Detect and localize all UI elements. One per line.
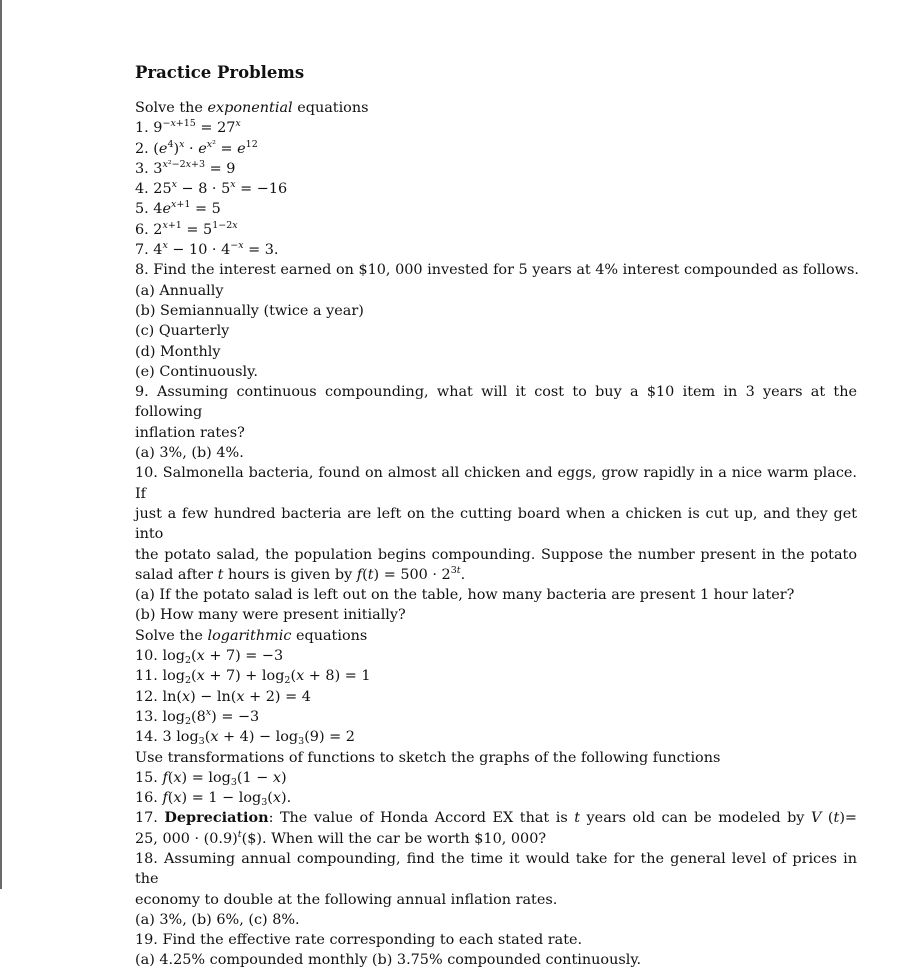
- section-heading-transformations: Use transformations of functions to sketch the graphs of the following functions: [135, 749, 721, 766]
- problem-10-line-3: the potato salad, the population begins compounding. Suppose the number present in the potato: [135, 546, 857, 563]
- page-title: Practice Problems: [135, 63, 305, 82]
- problem-8c: (c) Quarterly: [135, 323, 230, 340]
- problem-14: 14. 3 $\log_3(x + 4) - \log_3(9) = 2$: [135, 729, 355, 748]
- problem-10-log: 10. $\log_2(x + 7) = -3$: [135, 648, 284, 667]
- problem-9-line-2: inflation rates?: [135, 424, 245, 441]
- document-page: [135, 62, 857, 971]
- problem-17-line-2: 25, $000 \cdot (0.9)^t(\$)$. When will the car be worth $10, 000?: [135, 828, 547, 847]
- problem-10-line-2: just a few hundred bacteria are left on the cutting board when a chicken is cut up, and they get into: [135, 505, 857, 543]
- left-border: [0, 0, 2, 889]
- problem-10b: (b) How many were present initially?: [135, 607, 406, 624]
- problem-17-line-1: 17. Depreciation: The value of Honda Accord EX that is t years old can be modeled by V (t)=: [135, 809, 857, 827]
- problem-10-line-4: salad after t hours is given by $f(t) = 500 \cdot 2^{3t}$.: [135, 564, 466, 583]
- problem-13: 13. $\log_2(8^x) = -3$: [135, 706, 260, 727]
- problem-11: 11. $\log_2(x + 7) + \log_2(x + 8) = 1$: [135, 668, 371, 687]
- problem-3: 3. $3^{x^2-2x+3} = 9$: [135, 158, 236, 177]
- section-heading-exponential: Solve the exponential equations: [135, 100, 369, 116]
- problem-8a: (a) Annually: [135, 282, 224, 299]
- problem-9-line-1: 9. Assuming continuous compounding, what will it cost to buy a $10 item in 3 years at the following: [135, 384, 857, 421]
- problem-4: 4. $25^x - 8 \cdot 5^x = -16$: [135, 179, 288, 198]
- problem-8e: (e) Continuously.: [135, 363, 258, 380]
- problem-10a: (a) If the potato salad is left out on the table, how many bacteria are present 1 hour later?: [135, 587, 795, 604]
- problem-2: 2. $(e^4)^x \cdot e^{x^2} = e^{12}$: [135, 138, 258, 157]
- problem-19: 19. Find the effective rate corresponding to each stated rate.: [135, 932, 583, 949]
- problem-6: 6. $2^{x+1} = 5^{1-2x}$: [135, 219, 238, 238]
- problem-10-line-1: 10. Salmonella bacteria, found on almost all chicken and eggs, grow rapidly in a nice warm place. If: [135, 465, 857, 502]
- problem-8d: (d) Monthly: [135, 343, 221, 360]
- problem-18-parts: (a) 3%, (b) 6%, (c) 8%.: [135, 911, 300, 928]
- problem-9-parts: (a) 3%, (b) 4%.: [135, 445, 244, 462]
- problem-1: 1. $9^{-x+15} = 27^x$: [135, 118, 241, 137]
- problem-18-line-1: 18. Assuming annual compounding, find the time it would take for the general level of prices in the: [135, 850, 857, 888]
- problem-15: 15. $f(x) = \log_3(1 - x)$: [135, 769, 287, 788]
- problem-19-parts: (a) 4.25% compounded monthly (b) 3.75% compounded continuously.: [135, 952, 642, 969]
- problem-5: 5. $4e^{x+1} = 5$: [135, 199, 221, 218]
- problem-12: 12. ln(x) − ln(x + 2) = 4: [135, 688, 311, 705]
- problem-16: 16. $f(x) = 1 - \log_3(x)$.: [135, 790, 292, 809]
- problem-7: 7. $4^x - 10 \cdot 4^{-x} = 3$.: [135, 240, 279, 259]
- problem-18-line-2: economy to double at the following annual inflation rates.: [135, 891, 558, 908]
- section-heading-logarithmic: Solve the logarithmic equations: [135, 627, 368, 644]
- problem-8: 8. Find the interest earned on $10, 000 invested for 5 years at 4% interest compounded as follows.: [135, 262, 859, 279]
- problem-8b: (b) Semiannually (twice a year): [135, 302, 364, 319]
